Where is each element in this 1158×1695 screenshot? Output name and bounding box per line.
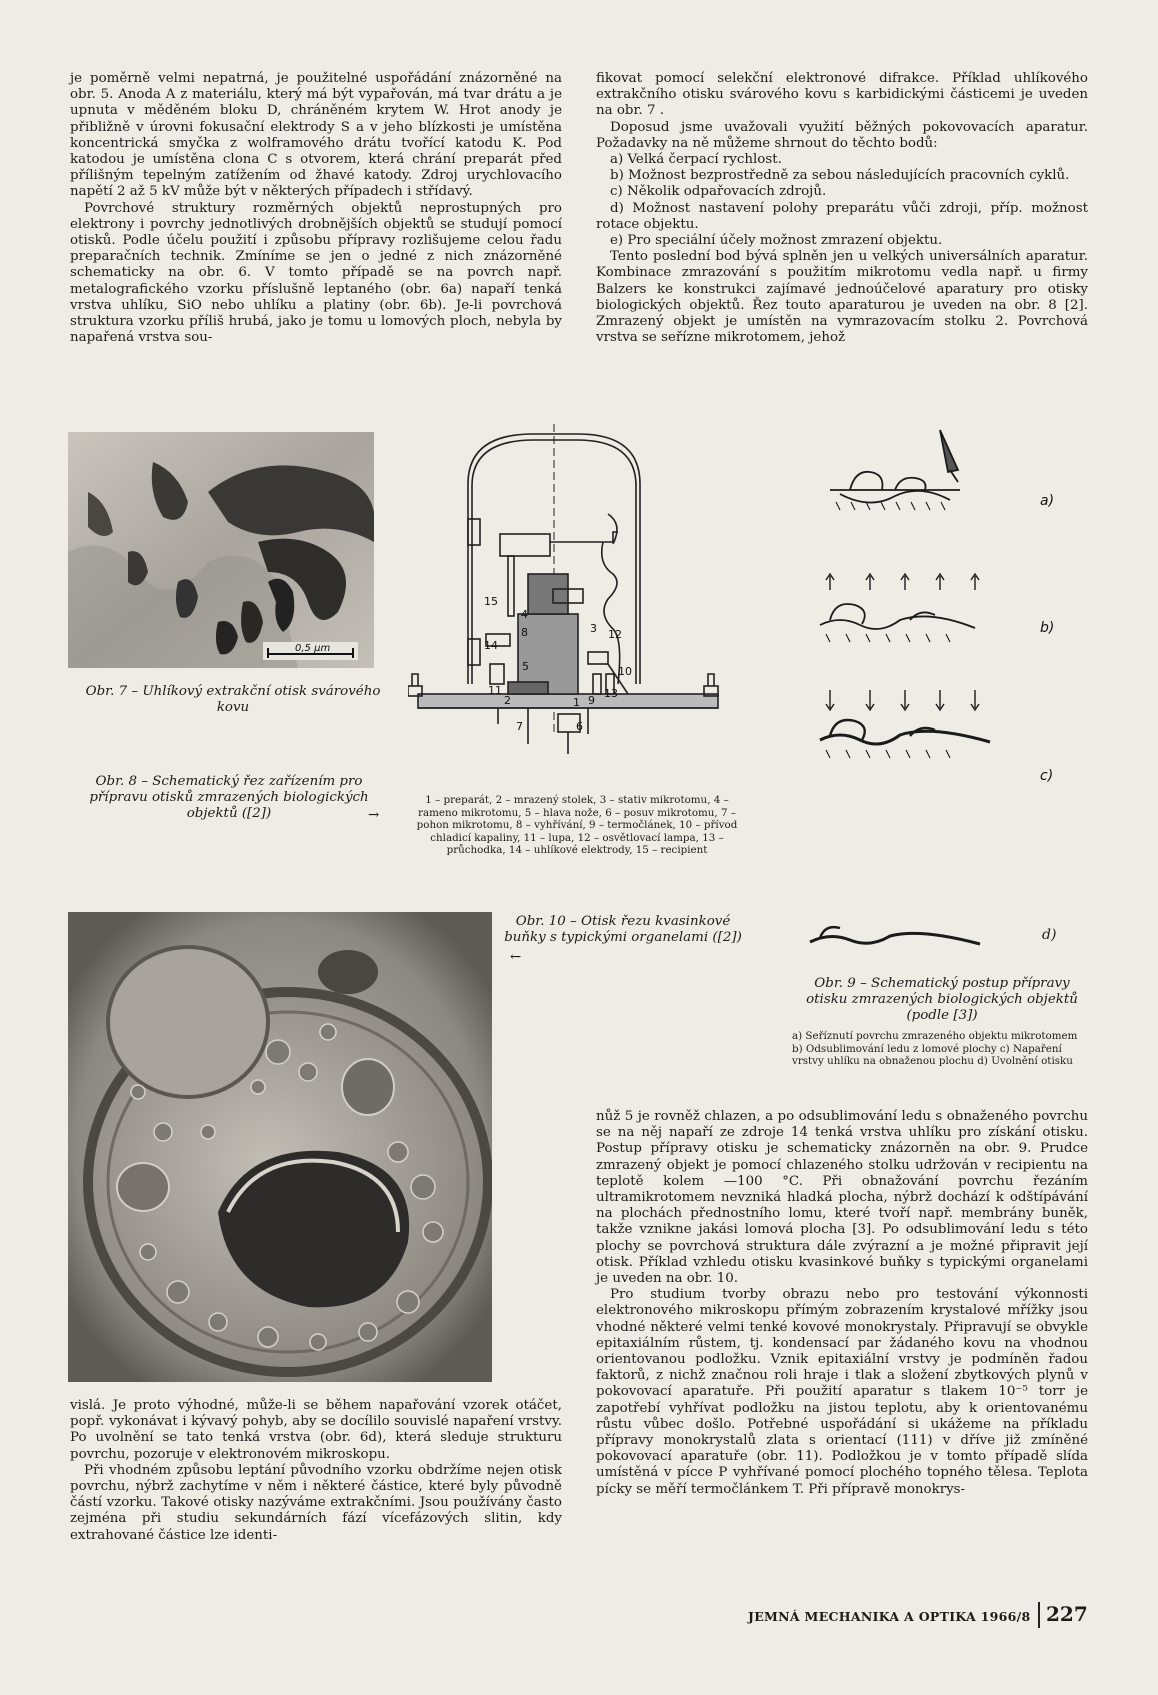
paragraph: Při vhodném způsobu leptání původního vzorku obdržíme nejen otisk povrchu, nýbrž zachytíme v něm i některé částice, které byly původně částí vzorku. Takové otisky nazýváme extrakčními. Jsou používány často zejména při studiu sekundárních fází vícefázových slitin, kdy extrahované částice lze identi-	[70, 1462, 562, 1543]
left-column-top	[70, 71, 562, 346]
fig8-label: 13	[604, 687, 618, 700]
fig9-legend: a) Seříznutí povrchu zmrazeného objektu mikrotomem b) Odsublimování ledu z lomové plochy c) Napaření vrstvy uhlíku na obnaženou plochu d) Uvolnění otisku	[792, 1030, 1078, 1068]
fig9-step-label: b)	[1040, 620, 1055, 636]
fig8-caption: Obr. 8 – Schematický řez zařízením pro přípravu otisků zmrazených biologických objektů ([2])	[89, 774, 369, 821]
fig8-label: 11	[488, 684, 502, 697]
list-item: b) Možnost bezprostředně za sebou následujících pracovních cyklů.	[610, 168, 1070, 184]
list-item: a) Velká čerpací rychlost.	[610, 152, 782, 168]
fig8-label: 8	[521, 626, 528, 639]
fig10-arrow: ←	[510, 950, 522, 965]
fig8-label: 14	[484, 639, 498, 652]
fig8-label: 12	[608, 628, 622, 641]
fig8-diagram	[408, 424, 738, 776]
left-column-bottom	[70, 1398, 562, 1544]
page-number: 227	[1046, 1602, 1088, 1626]
list-item: c) Několik odpařovacích zdrojů.	[610, 184, 827, 200]
paragraph: nůž 5 je rovněž chlazen, a po odsublimování ledu s obnaženého povrchu se na něj napaří ze zdroje 14 tenká vrstva uhlíku pro získání otisku. Postup přípravy otisku je schematicky znázorněn na obr. 9. Prudce zmrazený objekt je pomocí chlazeného stolku udržován v recipientu na teplotě kolem —100 °C. Při obnažování povrchu řezáním ultramikrotomem nevzniká hladká plocha, nýbrž dochází k odštípávání na plochách přednostního lomu, které tvoří např. membrány buněk, takže vznikne jakási lomová plocha [3]. Po odsublimování ledu s této plochy se povrchová struktura dále zvýrazní a je možné připravit její otisk. Příklad vzhledu otisku kvasinkové buňky s typickými organelami je uveden na obr. 10.	[596, 1109, 1088, 1287]
right-column-bottom	[596, 1109, 1088, 1498]
fig8-label: 10	[618, 665, 632, 678]
journal-footer: JEMNÁ MECHANIKA A OPTIKA 1966/8	[748, 1609, 1031, 1624]
paragraph: Pro studium tvorby obrazu nebo pro testování výkonnosti elektronového mikroskopu přímým zobrazením krystalové mřížky jsou vhodné některé velmi tenké kovové monokrystaly. Připravují se obvykle epitaxiálním růstem, tj. kondensací par žádaného kovu na vhodnou orientovanou podložku. Vznik epitaxiální vrstvy je podmíněn řadou faktorů, z nichž značnou roli hraje i tlak a složení zbytkových plynů v pokovovací aparatuře. Při použití aparatur s tlakem 10⁻⁵ torr je zapotřebí vyhřívat podložku na jistou teplotu, aby k orientovanému růstu vůbec došlo. Potřebné uspořádání si ukážeme na příkladu přípravy monokrystalů zlata s orientací (111) v dříve již zmíněné pokovovací aparatuře (obr. 11). Podložkou je v tomto případě slída umístěná v pícce P vyhřívané pomocí plochého topného tělesa. Teplota pícky se měří termočlánkem T. Při přípravě monokrys-	[596, 1287, 1088, 1497]
fig8-label: 15	[484, 595, 498, 608]
fig8-label: 4	[521, 608, 528, 621]
paragraph: Povrchové struktury rozměrných objektů neprostupných pro elektrony i povrchy jednotlivých drobnějších objektů se studují pomocí otisků. Podle účelu použití i způsobu přípravy rozlišujeme celou řadu preparačních technik. Zmíníme se jen o jedné z nich znázorněné schematicky na obr. 6. V tomto případě se na povrch např. metalografického vzorku příslušně leptaného (obr. 6a) napaří tenká vrstva uhlíku, SiO nebo uhlíku a platiny (obr. 6b). Je-li povrchová struktura vzorku příliš hrubá, jako je tomu u lomových ploch, nebyla by napařená vrstva sou-	[70, 200, 562, 346]
fig10-image	[68, 912, 492, 1382]
fig9-step-label: a)	[1040, 493, 1055, 509]
list-item: d) Možnost nastavení polohy preparátu vůči zdroji, příp. možnost rotace objektu.	[596, 200, 1088, 232]
fig8-label: 3	[590, 622, 597, 635]
fig7-image	[68, 432, 374, 668]
paragraph: Tento poslední bod bývá splněn jen u velkých universálních aparatur. Kombinace zmrazování s použitím mikrotomu vedla např. u firmy Balzers ke konstrukci zajímavé jednoúčelové aparatury pro otisky biologických objektů. Řez touto aparaturou je uveden na obr. 8 [2]. Zmrazený objekt je umístěn na vymrazovacím stolku 2. Povrchová vrstva se seřízne mikrotomem, jehož	[596, 249, 1088, 346]
fig9-step-d: d)	[1042, 927, 1057, 943]
fig10-photo	[68, 912, 492, 1382]
fig8-label: 7	[516, 720, 523, 733]
fig8-label: 2	[504, 694, 511, 707]
paragraph: fikovat pomocí selekční elektronové difrakce. Příklad uhlíkového extrakčního otisku svárového kovu s karbidickými částicemi je uveden na obr. 7 .	[596, 71, 1088, 119]
right-column-top	[596, 71, 1088, 346]
fig7-scale-label: 0,5 µm	[295, 643, 331, 654]
fig9-step-label: c)	[1040, 768, 1054, 784]
fig8-label: 6	[576, 720, 583, 733]
fig8-label: 1	[573, 696, 580, 709]
paragraph: je poměrně velmi nepatrná, je použitelné uspořádání znázorněné na obr. 5. Anoda A z materiálu, který má být vypařován, má tvar drátu a je upnuta v měděném bloku D, chráněném krytem W. Hrot anody je přibližně v úrovni fokusační elektrody S a v jeho blízkosti je umístěna koncentrická smyčka z wolframového drátu tvořící katodu K. Pod katodou je umístěna clona C s otvorem, která chrání preparát před přílišným tepelným zatížením od žhavé katody. Zdroj urychlovacího napětí 2 až 5 kV může být v některých případech i střídavý.	[70, 71, 562, 200]
footer-divider	[1038, 1602, 1040, 1628]
paragraph: Doposud jsme uvažovali využití běžných pokovovacích aparatur. Požadavky na ně můžeme shrnout do těchto bodů:	[596, 119, 1088, 151]
fig10-caption: Obr. 10 – Otisk řezu kvasinkové buňky s typickými organelami ([2])	[504, 914, 742, 945]
list-item: e) Pro speciální účely možnost zmrazení objektu.	[610, 233, 943, 249]
fig8-label: 5	[522, 660, 529, 673]
fig8-label: 9	[588, 694, 595, 707]
fig8-legend: 1 – preparát, 2 – mrazený stolek, 3 – stativ mikrotomu, 4 – rameno mikrotomu, 5 – hlava nože, 6 – posuv mikrotomu, 7 – pohon mikrotomu, 8 – vyhřívání, 9 – termočlánek, 10 – přívod chladicí kapaliny, 11 – lupa, 12 – osvětlovací lampa, 13 – průchodka, 14 – uhlíkové elektrody, 15 – recipient	[416, 794, 738, 857]
fig9-caption: Obr. 9 – Schematický postup přípravy otisku zmrazených biologických objektů (podle [3])	[806, 976, 1078, 1023]
fig9-diagram	[800, 410, 1090, 950]
fig8-arrow: →	[368, 808, 380, 823]
paragraph: vislá. Je proto výhodné, může-li se během napařování vzorek otáčet, popř. vykonávat i kývavý pohyb, aby se docílilo souvislé napaření vrstvy. Po uvolnění se tato tenká vrstva (obr. 6d), která sleduje strukturu povrchu, pozoruje v elektronovém mikroskopu.	[70, 1398, 562, 1462]
fig7-caption: Obr. 7 – Uhlíkový extrakční otisk svárového kovu	[85, 684, 381, 715]
fig7-photo	[68, 432, 374, 668]
